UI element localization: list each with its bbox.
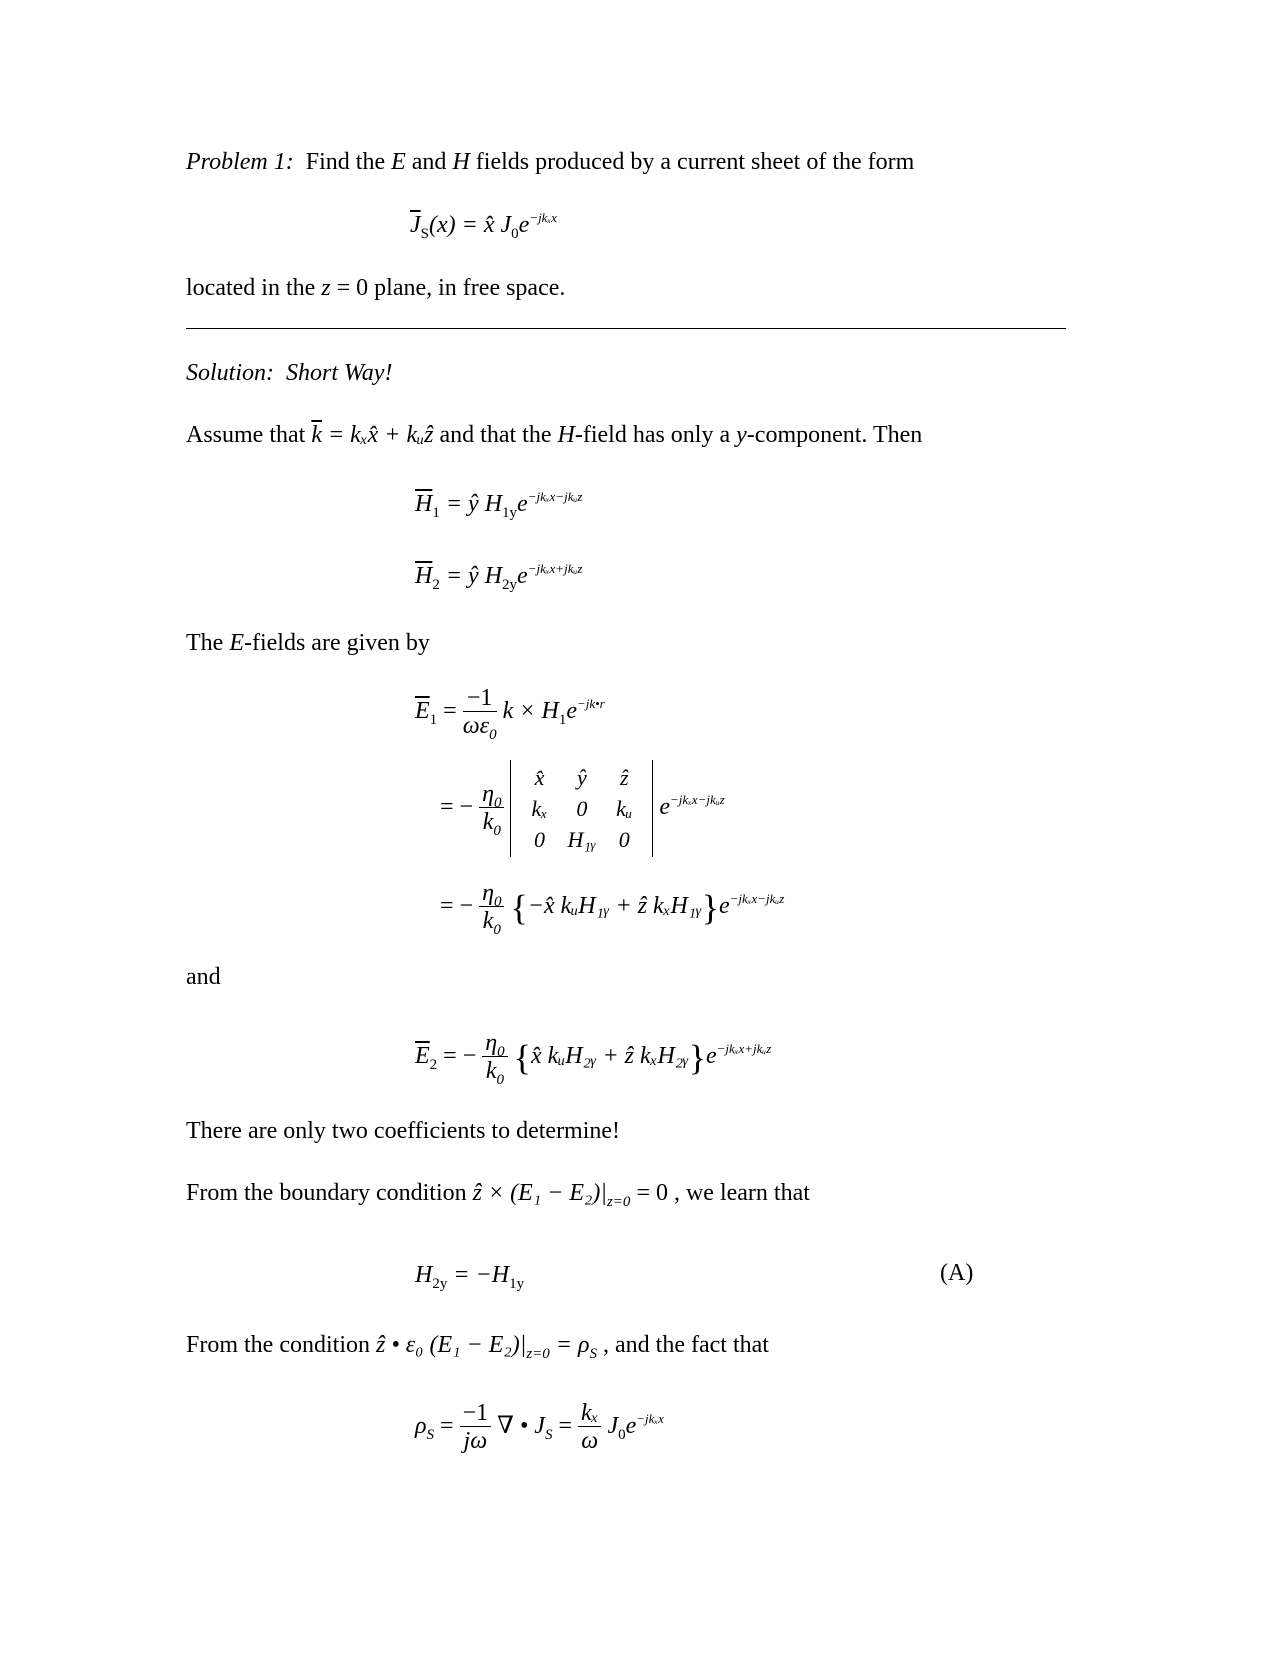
equation-h1: $\overline{H}_1$ = ŷ $H_{1y}e^{-jk_xx-jkᵤz}$	[415, 489, 583, 521]
equation-current-sheet: $\overline{J}_S(x)$ = x̂ $J_0e^{-jk_xx}$	[410, 210, 557, 242]
determinant-matrix: x̂ ŷ ẑ kₓ 0 kᵤ 0 H₁ᵧ 0	[510, 760, 653, 857]
fraction: $\frac{\text{kₓ}}{\omega}$	[578, 1400, 601, 1455]
condition-sentence: From the condition ẑ • ε₀ $(E_1 - E_2)|_{z=0} = \rho_S$ , and the fact that	[186, 1332, 769, 1362]
problem-statement: Problem 1: Find the E and H fields produced by a current sheet of the form	[186, 149, 915, 175]
fraction: $\frac{\eta_0}{k_0}$	[482, 1030, 507, 1085]
assume-sentence: Assume that $\overline{k}$ = kₓx̂ + kᵤẑ and that the H-field has only a y-component. Then	[186, 422, 923, 448]
fraction: $\frac{\eta_0}{k_0}$	[479, 781, 504, 836]
equation-rho: $\rho_S$ = $\frac{-1}{j\omega}$ ∇ • $J_S$ = $\frac{\text{kₓ}}{\omega}$ $J_0e^{-jk_xx}$	[415, 1400, 664, 1454]
equation-e1-expanded: = − $\frac{\eta_0}{k_0}$ {−x̂ kᵤH₁ᵧ + ẑ $k_xH_1ᵧ\}e^{-jk_xx-jkᵤz}$	[440, 880, 785, 938]
equation-label-a: (A)	[940, 1260, 974, 1286]
located-sentence: located in the z = 0 plane, in free space.	[186, 275, 566, 301]
equation-e2: $\overline{E}_2$ = − $\frac{\eta_0}{k_0}$ {x̂ kᵤH₂ᵧ + ẑ $k_xH_2ᵧ\}e^{-jk_xx+jkᵤz}$	[415, 1030, 772, 1088]
and-word: and	[186, 964, 221, 990]
fraction: $\frac{-1}{\omega\varepsilon_0}$	[462, 685, 497, 743]
equation-a: $H_{2y} = -H_{1y}$	[415, 1262, 525, 1292]
divider	[186, 328, 1066, 329]
efields-sentence: The E-fields are given by	[186, 630, 430, 656]
fraction: $\frac{-1}{j\omega}$	[460, 1400, 492, 1455]
fraction: $\frac{\eta_0}{k_0}$	[479, 880, 504, 935]
two-coefficients-sentence: There are only two coefficients to determine!	[186, 1118, 621, 1144]
boundary-sentence: From the boundary condition ẑ × $(E_1 - E_2)|_{z=0} = 0$ , we learn that	[186, 1180, 810, 1210]
equation-h2: $\overline{H}_2$ = ŷ $H_{2y}e^{-jk_xx+jkᵤz}$	[415, 561, 583, 593]
solution-heading: Solution: Short Way!	[186, 360, 393, 386]
equation-determinant: = − $\frac{\eta_0}{k_0}$ x̂ ŷ ẑ kₓ 0 kᵤ 0 H₁ᵧ 0 $e^{-jk_xx-jkᵤz}$	[440, 760, 725, 857]
equation-e1: $\overline{E}_1$ = $\frac{-1}{\omega\varepsilon_0}$ $k \times H_1e^{-jk•r}$	[415, 685, 605, 743]
problem-label: Problem 1:	[186, 149, 294, 175]
